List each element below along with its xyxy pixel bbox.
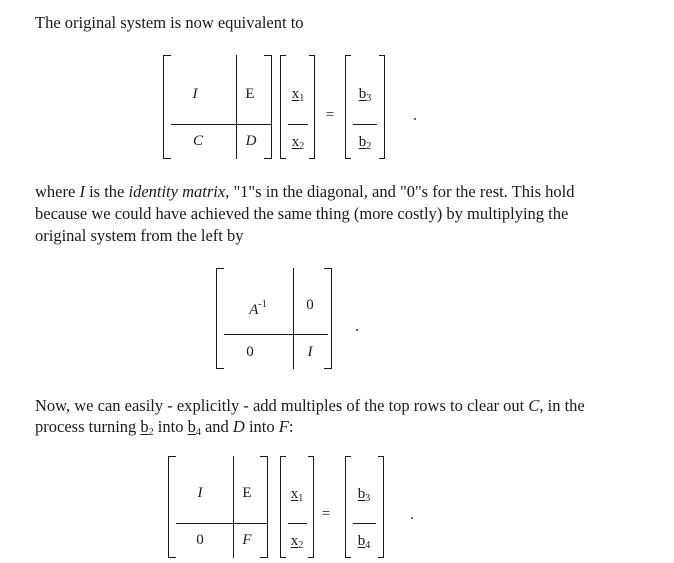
eq1-xvec-right-bracket	[314, 55, 315, 159]
eq2-bvec-left-bracket	[345, 456, 346, 558]
eq1-xvec-left-bracket	[280, 55, 281, 159]
eq1-bracket-tick	[379, 55, 385, 56]
eq1-bracket-tick	[345, 158, 351, 159]
m2-bracket-tick	[216, 268, 224, 269]
m2-m22: I	[307, 344, 313, 360]
eq2-x2: $x_2$	[290, 533, 304, 551]
para2-line1: Now, we can easily - explicitly - add multiples of the top rows to clear out C, in the	[35, 396, 585, 415]
eq2-bvec-right-bracket	[383, 456, 384, 558]
eq2-bracket-tick	[280, 557, 286, 558]
eq2-xvec-left-bracket	[280, 456, 281, 558]
eq1-bvec-divider	[353, 124, 377, 125]
eq1-bracket-tick	[163, 158, 171, 159]
eq1-bracket-tick	[309, 55, 315, 56]
para1-line2: because we could have achieved the same thing (more costly) by multiplying the	[35, 204, 569, 223]
eq2-bracket-tick	[378, 557, 384, 558]
eq1-bracket-tick	[264, 158, 272, 159]
m2-right-bracket	[331, 268, 332, 369]
eq2-m12: E	[242, 485, 252, 501]
eq1-matrix-left-bracket	[163, 55, 164, 159]
eq2-bracket-tick	[308, 456, 314, 457]
eq1-x1: $x_1$	[291, 86, 305, 104]
eq2-bracket-tick	[168, 456, 176, 457]
m2-m11: $A^{-1}$	[249, 299, 267, 318]
eq2-bvec-divider	[353, 523, 376, 524]
eq2-bracket-tick	[345, 557, 351, 558]
eq2-m22: F	[242, 532, 252, 548]
para1-line3: original system from the left by	[35, 226, 244, 245]
eq2-trailing-dot	[411, 517, 413, 519]
para1-line1: where I is the identity matrix, "1"s in the diagonal, and "0"s for the rest. This hold	[35, 182, 575, 201]
m2-m21: 0	[246, 344, 254, 360]
eq1-matrix-divider-h	[171, 124, 271, 125]
eq1-m11: I	[192, 86, 198, 102]
eq1-b-top: $b_3$	[358, 86, 372, 104]
eq1-bracket-tick	[163, 55, 171, 56]
m2-left-bracket	[216, 268, 217, 369]
eq2-bracket-tick	[345, 456, 351, 457]
eq2-xvec-right-bracket	[313, 456, 314, 558]
eq1-xvec-divider	[288, 124, 308, 125]
eq1-bracket-tick	[280, 158, 286, 159]
eq1-bracket-tick	[309, 158, 315, 159]
eq1-x2: $x_2$	[291, 134, 305, 152]
m2-bracket-tick	[324, 368, 332, 369]
eq1-bvec-right-bracket	[384, 55, 385, 159]
eq2-bracket-tick	[308, 557, 314, 558]
eq2-bracket-tick	[260, 456, 268, 457]
para2-line2: process turning $b_2$ into $b_4$ and D into F:	[35, 417, 294, 438]
eq2-b-top: $b_3$	[357, 486, 371, 504]
m2-m12: 0	[306, 297, 314, 313]
eq2-matrix-right-bracket	[267, 456, 268, 558]
eq2-bracket-tick	[168, 557, 176, 558]
eq2-m21: 0	[196, 532, 204, 548]
m2-bracket-tick	[216, 368, 224, 369]
eq2-x1: $x_1$	[290, 486, 304, 504]
eq2-matrix-left-bracket	[168, 456, 169, 558]
eq1-bvec-left-bracket	[345, 55, 346, 159]
intro-text: The original system is now equivalent to	[35, 13, 304, 32]
eq1-trailing-dot	[414, 118, 416, 120]
eq2-m11: I	[197, 485, 203, 501]
eq1-bracket-tick	[345, 55, 351, 56]
eq1-matrix-divider-v	[236, 55, 237, 159]
eq2-b-bottom: $b_4$	[357, 533, 371, 551]
eq1-equals: =	[325, 107, 335, 123]
eq2-xvec-divider	[288, 523, 307, 524]
eq2-bracket-tick	[378, 456, 384, 457]
eq1-bracket-tick	[280, 55, 286, 56]
eq2-bracket-tick	[280, 456, 286, 457]
m2-divider-h	[224, 334, 328, 335]
m2-bracket-tick	[324, 268, 332, 269]
eq2-equals: =	[321, 506, 331, 522]
m2-divider-v	[293, 268, 294, 369]
eq1-matrix-right-bracket	[271, 55, 272, 159]
eq1-bracket-tick	[264, 55, 272, 56]
eq2-bracket-tick	[260, 557, 268, 558]
m2-trailing-dot	[356, 329, 358, 331]
eq1-bracket-tick	[379, 158, 385, 159]
eq1-m21: C	[192, 133, 203, 149]
eq1-m22: D	[245, 133, 257, 149]
eq2-matrix-divider-v	[233, 456, 234, 558]
eq1-m12: E	[245, 86, 255, 102]
eq1-b-bottom: $b_2$	[358, 134, 372, 152]
eq2-matrix-divider-h	[176, 523, 267, 524]
